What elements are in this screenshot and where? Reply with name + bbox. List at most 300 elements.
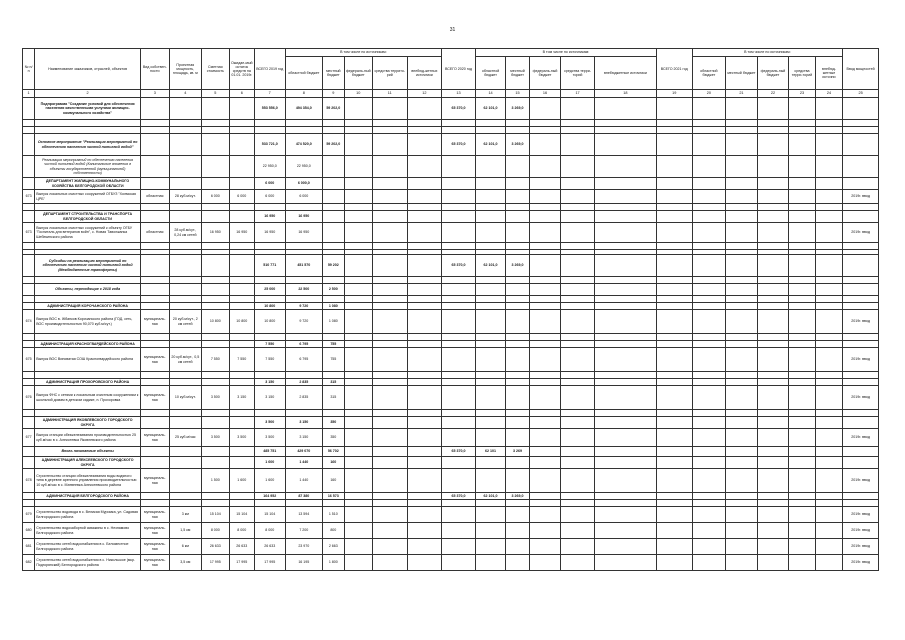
table-cell [789,243,815,250]
table-cell [789,156,815,178]
table-cell [561,379,595,386]
table-cell: 10 куб.м/сут. [169,386,202,410]
table-cell [815,127,843,134]
table-cell [141,134,169,156]
table-cell [726,211,758,223]
table-cell [442,243,476,250]
table-cell [475,204,506,211]
table-cell [561,190,595,204]
table-cell: 1,5 км [169,523,202,539]
table-cell [344,447,372,457]
table-cell: 315 [323,386,344,410]
table-cell [529,296,561,303]
row-name-cell [35,243,141,250]
table-cell: муниципаль-ная [141,310,169,334]
table-cell: 2019г. ввод [843,523,879,539]
table-cell [656,334,692,341]
table-cell [344,469,372,493]
table-cell: 3 269,0 [506,493,529,500]
table-cell [475,469,506,493]
table-cell [726,243,758,250]
table-cell [594,303,656,310]
table-cell: 23 970 [285,539,323,555]
table-cell [789,469,815,493]
table-cell [726,410,758,417]
column-index: 17 [561,90,595,98]
table-cell: 6 795 [285,341,323,348]
table-cell: 6 000 [229,190,254,204]
table-row [23,255,879,277]
table-cell [529,410,561,417]
header-source-2019-4: внебюд-жетных источники [407,57,442,90]
table-cell [789,296,815,303]
table-row [23,204,879,211]
table-cell [169,410,202,417]
table-cell: 755 [323,348,344,372]
table-cell [475,284,506,296]
table-cell: 3 150 [254,386,285,410]
table-cell [407,469,442,493]
table-cell [407,379,442,386]
column-index: 6 [229,90,254,98]
table-cell [407,98,442,120]
table-cell [141,303,169,310]
table-cell [789,457,815,469]
table-cell [202,500,229,507]
table-cell [561,447,595,457]
table-cell [789,410,815,417]
table-cell: 8 000 [229,523,254,539]
table-cell [23,457,35,469]
table-cell: 2019г. ввод [843,469,879,493]
table-cell [757,303,789,310]
header-capacity: Проектная мощность, площадь, кв. м [169,49,202,90]
column-index: 25 [843,90,879,98]
table-cell [789,255,815,277]
table-cell [442,277,476,284]
table-cell [442,334,476,341]
table-cell [815,348,843,372]
table-cell: 16 950 [229,223,254,243]
table-cell [141,277,169,284]
table-cell [506,334,529,341]
table-cell: 16 950 [202,223,229,243]
table-cell [344,457,372,469]
table-cell [789,120,815,127]
header-source-2019-0: областной бюджет [285,57,323,90]
table-cell: 15 104 [254,507,285,523]
table-cell: 1 600 [229,469,254,493]
table-cell [529,341,561,348]
table-cell [229,500,254,507]
table-cell: муниципаль-ная [141,539,169,555]
table-cell [656,223,692,243]
table-cell: 26 633 [202,539,229,555]
table-cell [815,500,843,507]
row-name-cell: Строительство водозаборной скважины в с. Незнамово Белгородского района [35,523,141,539]
table-row [23,379,879,386]
table-cell [692,334,726,341]
table-cell [561,539,595,555]
table-cell [529,469,561,493]
table-cell [475,296,506,303]
table-cell [529,134,561,156]
table-cell: 26 633 [229,539,254,555]
table-cell [815,190,843,204]
table-row [23,457,879,469]
table-cell [475,429,506,447]
table-cell [757,500,789,507]
table-cell [285,277,323,284]
table-cell: 15 104 [229,507,254,523]
table-cell [475,127,506,134]
table-cell [815,204,843,211]
table-cell [561,127,595,134]
table-cell [229,334,254,341]
table-cell [229,204,254,211]
table-cell [202,457,229,469]
table-cell: 1 600 [254,457,285,469]
table-cell [726,284,758,296]
table-cell [815,223,843,243]
table-cell [757,310,789,334]
table-cell [285,243,323,250]
table-cell [475,386,506,410]
table-cell: 6 000 [254,178,285,190]
table-cell [285,204,323,211]
table-cell [757,127,789,134]
table-cell [169,469,202,493]
table-cell [757,98,789,120]
table-cell [757,255,789,277]
table-cell [529,348,561,372]
table-cell [656,429,692,447]
table-cell [692,379,726,386]
table-cell [726,469,758,493]
table-cell [815,457,843,469]
table-cell [656,127,692,134]
table-cell: 755 [323,341,344,348]
table-cell [141,243,169,250]
table-cell: 62 101,0 [475,98,506,120]
table-cell [344,507,372,523]
table-cell: 160 [323,457,344,469]
table-cell: 6 000 [285,190,323,204]
table-cell [202,372,229,379]
table-cell [506,341,529,348]
table-cell [372,204,407,211]
table-cell [692,417,726,429]
table-cell [815,469,843,493]
table-cell [285,372,323,379]
row-name-cell [35,334,141,341]
table-cell [789,386,815,410]
table-cell [815,417,843,429]
table-cell [726,190,758,204]
table-cell [594,341,656,348]
table-cell: 3 150 [285,429,323,447]
table-cell [656,410,692,417]
table-cell [757,410,789,417]
table-cell [475,555,506,571]
table-cell [506,555,529,571]
table-cell [169,334,202,341]
table-cell: 1 080 [323,310,344,334]
table-cell [323,372,344,379]
table-cell [815,134,843,156]
row-name-cell: АДМИНИСТРАЦИЯ БЕЛГОРОДСКОГО РАЙОНА [35,493,141,500]
row-name-cell: ДЕПАРТАМЕНТ ЖИЛИЩНО-КОММУНАЛЬНОГО ХОЗЯЙСТВА БЕЛГОРОДСКОЙ ОБЛАСТИ [35,178,141,190]
table-cell [372,523,407,539]
table-cell [815,120,843,127]
header-source-2019-1: местный бюджет [323,57,344,90]
table-cell [692,348,726,372]
table-row [23,134,879,156]
table-cell [726,429,758,447]
table-cell [789,539,815,555]
table-row [23,120,879,127]
table-cell [407,243,442,250]
table-cell [506,410,529,417]
table-cell [692,469,726,493]
table-row [23,223,879,243]
table-cell [561,523,595,539]
table-cell [169,211,202,223]
table-cell [656,500,692,507]
table-cell [656,447,692,457]
table-cell [475,410,506,417]
table-cell: 3 150 [254,379,285,386]
table-cell [656,469,692,493]
table-cell: 16 195 [285,555,323,571]
table-cell [561,303,595,310]
table-cell [372,429,407,447]
table-cell [594,410,656,417]
table-cell [202,243,229,250]
table-cell: 16 950 [254,211,285,223]
column-index: 23 [789,90,815,98]
table-cell [529,539,561,555]
table-cell [169,243,202,250]
row-name-cell: Выпуск локальных очистных сооружений к объекту ОГБУ "Госпиталь для ветеранов войн", с. Новая Таволжанка Шебекинского района [35,223,141,243]
table-cell [202,156,229,178]
table-cell [169,457,202,469]
table-cell: 59 202,0 [323,134,344,156]
table-cell [372,134,407,156]
table-cell [594,386,656,410]
table-cell: 17 995 [202,555,229,571]
table-cell [506,211,529,223]
table-cell [323,500,344,507]
table-cell [561,555,595,571]
table-cell: 62 101 [475,447,506,457]
table-cell [594,98,656,120]
table-cell [506,127,529,134]
table-cell: 3 269,0 [506,134,529,156]
table-cell [407,539,442,555]
header-source-2021-1: местный бюджет [726,57,758,90]
table-cell [344,277,372,284]
table-cell: 3 500 [254,429,285,447]
table-row [23,310,879,334]
column-index: 19 [656,90,692,98]
table-cell [726,493,758,500]
table-cell [372,211,407,223]
table-cell [169,98,202,120]
row-name-cell: Вновь начинаемые объекты [35,447,141,457]
table-cell [344,417,372,429]
table-cell: 2019г. ввод [843,310,879,334]
table-cell [594,500,656,507]
row-name-cell: Выпуск ВОС Виноватая СОШ Красногвардейского района [35,348,141,372]
table-cell [344,190,372,204]
table-cell: областная [141,190,169,204]
table-cell [594,372,656,379]
table-cell [23,243,35,250]
table-cell [529,223,561,243]
table-cell: 6 км [169,539,202,555]
table-cell [506,500,529,507]
table-cell: 62 101,0 [475,493,506,500]
table-cell [843,255,879,277]
table-cell: 62 101,0 [475,255,506,277]
table-cell [23,410,35,417]
table-cell [529,417,561,429]
header-ownership: Вид собствен-ности [141,49,169,90]
table-cell [141,457,169,469]
table-header [23,49,879,98]
table-cell [656,457,692,469]
table-cell [229,410,254,417]
table-cell [141,127,169,134]
table-cell [23,447,35,457]
table-cell [254,372,285,379]
table-cell: 3 500 [202,386,229,410]
table-cell [757,348,789,372]
table-cell [561,211,595,223]
table-cell [442,429,476,447]
table-cell [442,303,476,310]
table-cell [594,523,656,539]
table-cell: 315 [323,379,344,386]
table-cell [202,334,229,341]
table-cell [442,190,476,204]
header-total-2020: ВСЕГО 2020 год [442,49,476,90]
table-cell [323,190,344,204]
table-cell [442,120,476,127]
row-name-cell: Реализация мероприятий по обеспечению населения чистой питьевой водой (Капитальные вложения в объекты государственной (муниципальной) собственности) [35,156,141,178]
table-cell [789,284,815,296]
table-cell [529,178,561,190]
table-cell [407,303,442,310]
table-cell: 22 950,0 [285,156,323,178]
table-cell [344,178,372,190]
table-cell [475,277,506,284]
table-cell [843,379,879,386]
table-cell [407,341,442,348]
table-cell [323,410,344,417]
table-cell: 7 550 [229,348,254,372]
table-cell [815,303,843,310]
table-cell: 553 556,0 [254,98,285,120]
table-cell [475,539,506,555]
table-cell: 28 куб.м/сут. [169,190,202,204]
table-cell [141,341,169,348]
table-cell [789,303,815,310]
table-cell [169,277,202,284]
table-cell [656,243,692,250]
table-cell [202,493,229,500]
table-cell [229,98,254,120]
table-cell: 2 835 [285,379,323,386]
table-row [23,284,879,296]
table-cell [692,204,726,211]
table-cell [372,493,407,500]
table-cell [23,341,35,348]
table-cell [726,134,758,156]
table-cell [506,348,529,372]
table-cell: 16 573 [323,493,344,500]
table-cell [726,98,758,120]
table-cell [229,457,254,469]
table-cell [372,255,407,277]
table-row [23,190,879,204]
table-cell: 678 [23,469,35,493]
table-cell [254,243,285,250]
table-cell [202,447,229,457]
row-name-cell: АДМИНИСТРАЦИЯ АЛЕКСЕЕВСКОГО ГОРОДСКОГО ОКРУГА [35,457,141,469]
header-group-2020: В том числе по источникам: [475,49,656,57]
table-cell [372,379,407,386]
table-cell: 1 800 [323,555,344,571]
table-cell [23,277,35,284]
table-cell [202,178,229,190]
table-cell [757,120,789,127]
table-cell: 674 [23,310,35,334]
table-cell [323,156,344,178]
table-cell [506,310,529,334]
table-cell [442,410,476,417]
table-cell [229,277,254,284]
table-cell [843,341,879,348]
table-cell [344,98,372,120]
table-cell [475,303,506,310]
table-cell: 350 [323,417,344,429]
table-cell [594,493,656,500]
table-cell [843,410,879,417]
table-cell [692,178,726,190]
table-cell [23,372,35,379]
table-cell [843,127,879,134]
table-row [23,555,879,571]
table-cell [344,334,372,341]
table-cell [529,447,561,457]
table-cell [726,457,758,469]
table-cell [561,417,595,429]
column-index: 4 [169,90,202,98]
table-cell [692,120,726,127]
table-cell: муниципаль-ная [141,507,169,523]
table-cell [561,120,595,127]
table-cell [656,277,692,284]
table-cell [656,341,692,348]
table-cell [529,500,561,507]
table-cell: 510 771 [254,255,285,277]
table-cell [506,223,529,243]
table-cell [594,211,656,223]
table-cell [372,334,407,341]
table-cell [594,348,656,372]
